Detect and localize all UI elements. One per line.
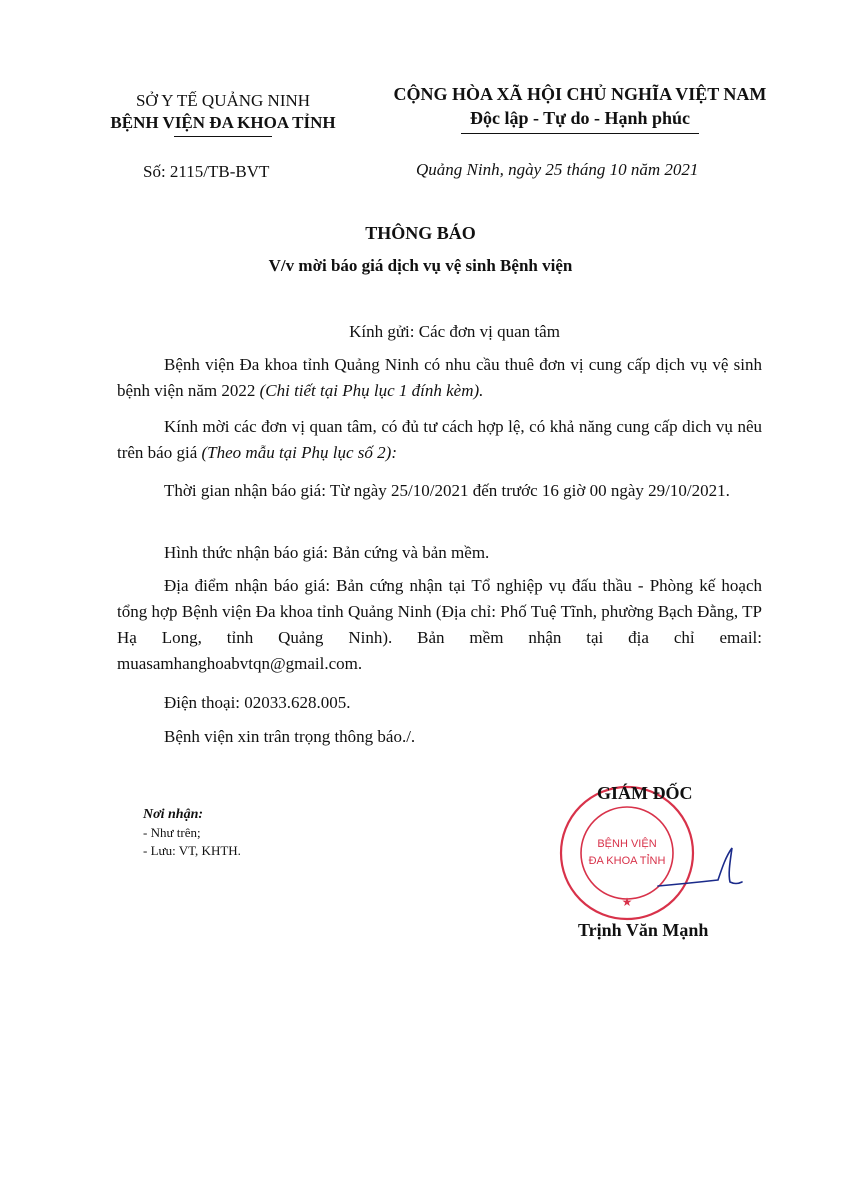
- greeting-block: [117, 319, 762, 345]
- paragraph-1: [117, 352, 762, 404]
- header-left-underline: [174, 136, 272, 137]
- paragraph-7-text: Bệnh viện xin trân trọng thông báo./.: [164, 727, 416, 746]
- recipients-block: [143, 806, 241, 860]
- paragraph-2-text: Kính mời các đơn vị quan tâm, có đủ tư cách hợp lệ, có khả năng cung cấp dich vụ nêu trên báo giá: [117, 417, 762, 462]
- greeting: Kính gửi: Các đơn vị quan tâm: [349, 322, 560, 341]
- paragraph-2: [117, 414, 762, 466]
- signer-name: Trịnh Văn Mạnh: [578, 920, 709, 940]
- document-title: THÔNG BÁO: [365, 223, 476, 243]
- national-motto: Độc lập - Tự do - Hạnh phúc: [469, 108, 691, 128]
- stamp-line-1: BỆNH VIỆN: [597, 838, 657, 850]
- paragraph-6: [117, 690, 762, 716]
- national-heading: [380, 82, 780, 134]
- paragraph-2-italic: (Theo mẫu tại Phụ lục số 2):: [201, 443, 397, 462]
- header-right-underline: [461, 133, 699, 134]
- issuing-organization: [88, 90, 358, 137]
- document-subject: V/v mời báo giá dịch vụ vệ sinh Bệnh viện: [268, 256, 573, 275]
- paragraph-1-text: Bệnh viện Đa khoa tỉnh Quảng Ninh có nhu cầu thuê đơn vị cung cấp dịch vụ vệ sinh bệnh viện năm 2022: [117, 355, 762, 400]
- recipient-item: - Lưu: VT, KHTH.: [143, 843, 241, 858]
- document-number: Số: 2115/TB-BVT: [143, 162, 270, 181]
- handwritten-signature: [650, 838, 745, 898]
- paragraph-5: [117, 573, 762, 677]
- recipient-item: - Như trên;: [143, 825, 201, 840]
- country-name: CỘNG HÒA XÃ HỘI CHỦ NGHĨA VIỆT NAM: [393, 84, 767, 104]
- recipients-heading: Nơi nhận:: [143, 807, 204, 822]
- stamp-star-icon: ★: [621, 895, 633, 909]
- paragraph-3-text: Thời gian nhận báo giá: Từ ngày 25/10/2021 đến trước 16 giờ 00 ngày 29/10/2021.: [164, 481, 730, 500]
- paragraph-4-text: Hình thức nhận báo giá: Bản cứng và bản mềm.: [164, 543, 490, 562]
- organization-name: BỆNH VIỆN ĐA KHOA TỈNH: [110, 113, 336, 132]
- paragraph-5-text: Địa điểm nhận báo giá: Bản cứng nhận tại Tổ nghiệp vụ đấu thầu - Phòng kế hoạch tổng hợp Bệnh viện Đa khoa tỉnh Quảng Ninh (Địa chỉ: Phố Tuệ Tĩnh, phường Bạch Đằng, TP Hạ Long, tỉnh Quảng Ninh). Bản mềm nhận tại địa chỉ email: muasamhanghoabvtqn@gmail.com.: [117, 576, 762, 673]
- place-and-date: Quảng Ninh, ngày 25 tháng 10 năm 2021: [416, 160, 699, 179]
- parent-organization: SỞ Y TẾ QUẢNG NINH: [135, 91, 311, 110]
- paragraph-4: [117, 540, 762, 566]
- paragraph-3: [117, 478, 762, 504]
- paragraph-1-italic: (Chi tiết tại Phụ lục 1 đính kèm).: [259, 381, 484, 400]
- stamp-line-2: ĐA KHOA TỈNH: [588, 855, 666, 867]
- signer-role: GIÁM ĐỐC: [597, 783, 693, 803]
- paragraph-6-text: Điện thoại: 02033.628.005.: [164, 693, 351, 712]
- paragraph-7: [117, 724, 762, 750]
